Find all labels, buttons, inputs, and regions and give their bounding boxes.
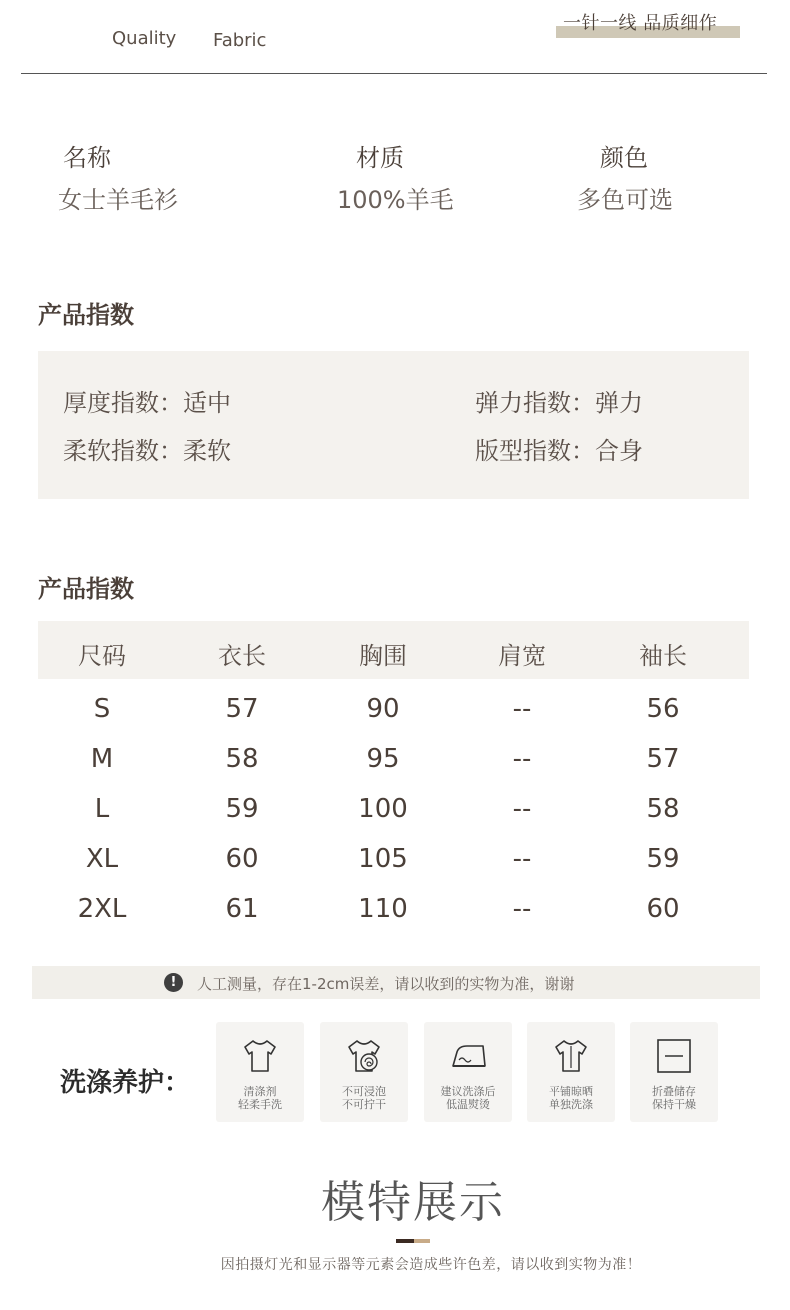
care-text-line1: 清涤剂: [243, 1085, 277, 1098]
table-cell: --: [512, 844, 532, 874]
table-cell: 100: [358, 794, 408, 824]
table-cell: 105: [358, 844, 408, 874]
attr-color-label: 颜色: [600, 144, 648, 172]
table-cell: 59: [646, 844, 680, 874]
col-header-size: 尺码: [78, 642, 126, 670]
size-section-title: 产品指数: [38, 575, 134, 603]
table-cell: 60: [646, 894, 680, 924]
table-cell: 2XL: [77, 894, 127, 924]
index-fit: 版型指数：合身: [475, 437, 643, 465]
care-item-hand-wash: [216, 1022, 304, 1122]
attr-name-value: 女士羊毛衫: [58, 186, 178, 214]
col-header-shoulder: 肩宽: [498, 642, 546, 670]
tshirt-flat-dry-icon: [552, 1038, 590, 1074]
care-item-no-soak: [320, 1022, 408, 1122]
table-cell: 59: [225, 794, 259, 824]
slogan: 一针一线 品质细作: [563, 13, 718, 34]
table-cell: 60: [225, 844, 259, 874]
care-text-line2: 低温熨烫: [446, 1098, 490, 1111]
tab-fabric[interactable]: Fabric: [213, 30, 267, 51]
care-text-line2: 保持干燥: [652, 1098, 696, 1111]
tab-quality[interactable]: Quality: [112, 28, 177, 49]
table-cell: L: [94, 794, 110, 824]
care-text-line1: 不可浸泡: [342, 1085, 386, 1098]
color-disclaimer: 因拍摄灯光和显示器等元素会造成些许色差，请以收到实物为准！: [220, 1257, 642, 1273]
care-text-line2: 单独洗涤: [549, 1098, 593, 1111]
table-cell: --: [512, 744, 532, 774]
index-softness: 柔软指数：柔软: [63, 437, 231, 465]
table-cell: --: [512, 894, 532, 924]
col-header-sleeve: 袖长: [639, 642, 687, 670]
table-cell: 95: [366, 744, 400, 774]
table-cell: M: [90, 744, 114, 774]
table-cell: 56: [646, 694, 680, 724]
measurement-note: 人工测量，存在1-2cm误差，请以收到的实物为准，谢谢: [197, 975, 575, 993]
table-cell: 57: [646, 744, 680, 774]
care-title: 洗涤养护：: [60, 1068, 191, 1098]
attr-name-label: 名称: [63, 144, 111, 172]
care-text-line2: 不可拧干: [342, 1098, 386, 1111]
care-text-line1: 建议洗涤后: [440, 1085, 496, 1098]
col-header-chest: 胸围: [359, 642, 407, 670]
care-text-line1: 折叠储存: [652, 1085, 696, 1098]
table-cell: 90: [366, 694, 400, 724]
table-cell: 57: [225, 694, 259, 724]
attr-material-value: 100%羊毛: [337, 186, 454, 214]
table-cell: --: [512, 794, 532, 824]
tshirt-no-wring-icon: [345, 1038, 383, 1074]
iron-icon: [449, 1038, 489, 1074]
care-item-fold-store: [630, 1022, 718, 1122]
fold-store-icon: [655, 1038, 693, 1074]
tshirt-wash-icon: [241, 1038, 279, 1074]
exclamation-icon: !: [164, 973, 183, 992]
model-section-title: 模特展示: [321, 1177, 505, 1228]
table-cell: S: [93, 694, 111, 724]
col-header-length: 衣长: [218, 642, 266, 670]
table-cell: 58: [646, 794, 680, 824]
attr-color-value: 多色可选: [577, 186, 673, 214]
index-panel: [38, 351, 749, 499]
table-cell: --: [512, 694, 532, 724]
table-cell: 110: [358, 894, 408, 924]
attr-material-label: 材质: [356, 144, 404, 172]
title-accent-dark: [396, 1239, 414, 1243]
title-accent-light: [414, 1239, 430, 1243]
care-item-iron: [424, 1022, 512, 1122]
header-divider: [21, 73, 767, 74]
table-cell: 58: [225, 744, 259, 774]
index-thickness: 厚度指数：适中: [63, 389, 231, 417]
index-elasticity: 弹力指数：弹力: [475, 389, 643, 417]
table-cell: 61: [225, 894, 259, 924]
index-section-title: 产品指数: [38, 301, 134, 329]
care-text-line2: 轻柔手洗: [238, 1098, 282, 1111]
table-cell: XL: [85, 844, 119, 874]
care-text-line1: 平铺晾晒: [549, 1085, 593, 1098]
care-item-flat-dry: [527, 1022, 615, 1122]
